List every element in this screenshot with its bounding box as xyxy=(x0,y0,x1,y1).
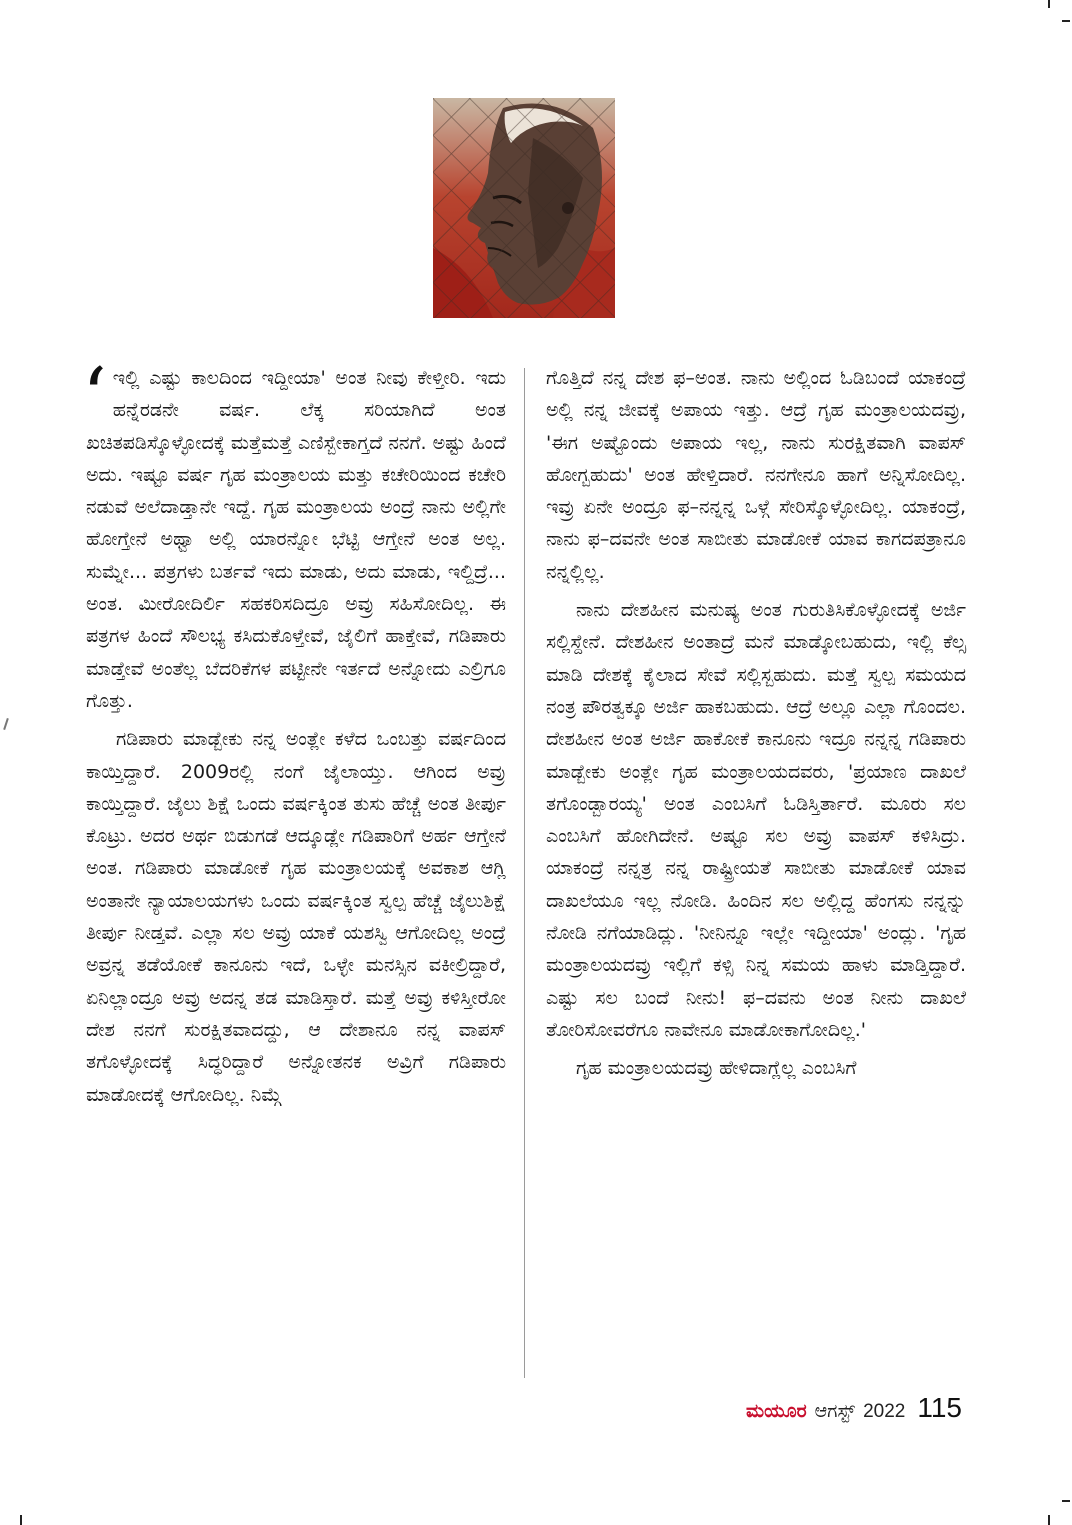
paragraph-2: ಗಡಿಪಾರು ಮಾಡ್ಬೇಕು ನನ್ನ ಅಂತ್ಲೇ ಕಳೆದ ಒಂಬತ್ತು ವರ್ಷದಿಂದ ಕಾಯ್ತಿದ್ದಾರೆ. 2009ರಲ್ಲಿ ನಂಗೆ ಜೈಲಾಯ್ತು. ಆಗಿಂದ ಅವ್ರು ಕಾಯ್ತಿದ್ದಾರೆ. ಜೈಲು ಶಿಕ್ಷೆ ಒಂದು ವರ್ಷಕ್ಕಿಂತ ತುಸು ಹೆಚ್ಚೆ ಅಂತ ತೀರ್ಪು ಕೊಟ್ರು. ಅದರ ಅರ್ಥ ಬಿಡುಗಡೆ ಆದ್ಕೂಡ್ಲೇ ಗಡಿಪಾರಿಗೆ ಅರ್ಹ ಆಗ್ತೇನೆ ಅಂತ. ಗಡಿಪಾರು ಮಾಡೋಕೆ ಗೃಹ ಮಂತ್ರಾಲಯಕ್ಕೆ ಅವಕಾಶ ಆಗ್ಲಿ ಅಂತಾನೇ ನ್ಯಾಯಾಲಯಗಳು ಒಂದು ವರ್ಷಕ್ಕಿಂತ ಸ್ವಲ್ಪ ಹೆಚ್ಚೆ ಜೈಲುಶಿಕ್ಷೆ ತೀರ್ಪು ನೀಡ್ತವೆ. ಎಲ್ಲಾ ಸಲ ಅವ್ರು ಯಾಕೆ ಯಶಸ್ವಿ ಆಗೋದಿಲ್ಲ ಅಂದ್ರೆ ಅವ್ರನ್ನ ತಡೆಯೋಕೆ ಕಾನೂನು ಇದೆ, ಒಳ್ಳೇ ಮನಸ್ಸಿನ ವಕೀಲ್ರಿದ್ದಾರೆ, ಏನಿಲ್ಲಾಂದ್ರೂ ಅವ್ರು ಅದನ್ನ ತಡ ಮಾಡಿಸ್ತಾರೆ. ಮತ್ತೆ ಅವ್ರು ಕಳಿಸ್ತೀರೋ ದೇಶ ನನಗೆ ಸುರಕ್ಷಿತವಾದದ್ದು, ಆ ದೇಶಾನೂ ನನ್ನ ವಾಪಸ್ ತಗೊಳ್ಳೋದಕ್ಕೆ ಸಿದ್ಧರಿದ್ದಾರೆ ಅನ್ನೋತನಕ ಅವ್ರಿಗೆ ಗಡಿಪಾರು ಮಾಡೋದಕ್ಕೆ ಆಗೋದಿಲ್ಲ. ನಿಮ್ಗೆ xyxy=(86,728,506,1106)
drop-cap-quote: ‘ xyxy=(82,352,107,442)
margin-speck xyxy=(3,718,9,730)
article-column-right xyxy=(546,362,966,1382)
issue-year: 2022 xyxy=(863,1401,906,1422)
magazine-brand: ಮಯೂರ xyxy=(746,1401,807,1422)
paragraph-1-text: ಇಲ್ಲಿ ಎಷ್ಟು ಕಾಲದಿಂದ ಇದ್ದೀಯಾ' ಅಂತ ನೀವು ಕೇಳ್ತೀರಿ. ಇದು ಹನ್ನೆರಡನೇ ವರ್ಷ. ಲೆಕ್ಕ ಸರಿಯಾಗಿದೆ ಅಂತ ಖಚಿತಪಡಿಸ್ಕೊಳ್ಳೋದಕ್ಕೆ ಮತ್ತೆಮತ್ತೆ ಎಣಿಸ್ಬೇಕಾಗ್ತದೆ ನನಗೆ. ಅಷ್ಟು ಹಿಂದೆ ಅದು. ಇಷ್ಟೂ ವರ್ಷ ಗೃಹ ಮಂತ್ರಾಲಯ ಮತ್ತು ಕಚೇರಿಯಿಂದ ಕಚೇರಿ ನಡುವೆ ಅಲೆದಾಡ್ತಾನೇ ಇದ್ದೆ. ಗೃಹ ಮಂತ್ರಾಲಯ ಅಂದ್ರೆ ನಾನು ಅಲ್ಲಿಗೇ ಹೋಗ್ತೇನೆ ಅಥ್ವಾ ಅಲ್ಲಿ ಯಾರನ್ನೋ ಭೆಟ್ಟಿ ಆಗ್ತೇನೆ ಅಂತ ಅಲ್ಲ. ಸುಮ್ನೇ... ಪತ್ರಗಳು ಬರ್ತವೆ ಇದು ಮಾಡು, ಅದು ಮಾಡು, ಇಲ್ದಿದ್ರೆ... ಅಂತ. ಮೀರೋದಿರ್ಲಿ ಸಹಕರಿಸದಿದ್ರೂ ಅವ್ರು ಸಹಿಸೋದಿಲ್ಲ. ಈ ಪತ್ರಗಳ ಹಿಂದೆ ಸೌಲಭ್ಯ ಕಸಿದುಕೊಳ್ತೇವೆ, ಜೈಲಿಗೆ ಹಾಕ್ತೇವೆ, ಗಡಿಪಾರು ಮಾಡ್ತೇವೆ ಅಂತೆಲ್ಲ ಬೆದರಿಕೆಗಳ ಪಟ್ಟೀನೇ ಇರ್ತದೆ ಅನ್ನೋದು ಎಲ್ರಿಗೂ ಗೊತ್ತು. xyxy=(86,367,506,712)
crop-mark-bottom-right xyxy=(1048,1515,1050,1525)
page-number: 115 xyxy=(917,1392,962,1423)
crop-mark-bottom-left xyxy=(20,1515,22,1525)
page-footer xyxy=(746,1392,962,1424)
paragraph-1 xyxy=(82,352,506,717)
crop-mark-bottom-right-h xyxy=(1062,1500,1070,1502)
article-column-left xyxy=(82,352,506,1382)
illustration-man-profile xyxy=(433,98,615,318)
crop-mark-top-right xyxy=(1048,0,1050,8)
issue-month: ಆಗಸ್ಟ್ xyxy=(814,1401,856,1422)
crop-mark-top-right-h xyxy=(1062,20,1070,22)
paragraph-5: ಗೃಹ ಮಂತ್ರಾಲಯದವ್ರು ಹೇಳಿದಾಗ್ಲೆಲ್ಲ ಎಂಬಸಿಗೆ xyxy=(576,1057,857,1080)
column-divider xyxy=(524,368,525,1378)
paragraph-4: ನಾನು ದೇಶಹೀನ ಮನುಷ್ಯ ಅಂತ ಗುರುತಿಸಿಕೊಳ್ಳೋದಕ್ಕೆ ಅರ್ಜಿ ಸಲ್ಲಿಸ್ದೇನೆ. ದೇಶಹೀನ ಅಂತಾದ್ರೆ ಮನೆ ಮಾಡ್ಕೋಬಹುದು, ಇಲ್ಲಿ ಕೆಲ್ಸ ಮಾಡಿ ದೇಶಕ್ಕೆ ಕೈಲಾದ ಸೇವೆ ಸಲ್ಲಿಸ್ಬಹುದು. ಮತ್ತೆ ಸ್ವಲ್ಪ ಸಮಯದ ನಂತ್ರ ಪೌರತ್ವಕ್ಕೂ ಅರ್ಜಿ ಹಾಕಬಹುದು. ಆದ್ರೆ ಅಲ್ಲೂ ಎಲ್ಲಾ ಗೊಂದಲ. ದೇಶಹೀನ ಅಂತ ಅರ್ಜಿ ಹಾಕೋಕೆ ಕಾನೂನು ಇದ್ರೂ ನನ್ನನ್ನ ಗಡಿಪಾರು ಮಾಡ್ಬೇಕು ಅಂತ್ಲೇ ಗೃಹ ಮಂತ್ರಾಲಯದವರು, 'ಪ್ರಯಾಣ ದಾಖಲೆ ತಗೊಂಡ್ಬಾರಯ್ಯ' ಅಂತ ಎಂಬಸಿಗೆ ಓಡಿಸ್ತಿರ್ತಾರೆ. ಮೂರು ಸಲ ಎಂಬಸಿಗೆ ಹೋಗಿದೇನೆ. ಅಷ್ಟೂ ಸಲ ಅವ್ರು ವಾಪಸ್ ಕಳಿಸಿದ್ರು. ಯಾಕಂದ್ರೆ ನನ್ನತ್ರ ನನ್ನ ರಾಷ್ಟ್ರೀಯತೆ ಸಾಬೀತು ಮಾಡೋಕೆ ಯಾವ ದಾಖಲೆಯೂ ಇಲ್ಲ ನೋಡಿ. ಹಿಂದಿನ ಸಲ ಅಲ್ಲಿದ್ದ ಹೆಂಗಸು ನನ್ನನ್ನು ನೋಡಿ ನಗೆಯಾಡಿದ್ಲು. 'ನೀನಿನ್ನೂ ಇಲ್ಲೇ ಇದ್ದೀಯಾ' ಅಂದ್ಲು. 'ಗೃಹ ಮಂತ್ರಾಲಯದವ್ರು ಇಲ್ಲಿಗೆ ಕಳ್ಸಿ ನಿನ್ನ ಸಮಯ ಹಾಳು ಮಾಡ್ತಿದ್ದಾರೆ. ಎಷ್ಟು ಸಲ ಬಂದೆ ನೀನು! ಫ–ದವನು ಅಂತ ನೀನು ದಾಖಲೆ ತೋರಿಸೋವರೆಗೂ ನಾವೇನೂ ಮಾಡೋಕಾಗೋದಿಲ್ಲ.' xyxy=(546,599,966,1041)
paragraph-3: ಗೊತ್ತಿದೆ ನನ್ನ ದೇಶ ಫ–ಅಂತ. ನಾನು ಅಲ್ಲಿಂದ ಓಡಿಬಂದೆ ಯಾಕಂದ್ರೆ ಅಲ್ಲಿ ನನ್ನ ಜೀವಕ್ಕೆ ಅಪಾಯ ಇತ್ತು. ಆದ್ರೆ ಗೃಹ ಮಂತ್ರಾಲಯದವ್ರು, 'ಈಗ ಅಷ್ಟೊಂದು ಅಪಾಯ ಇಲ್ಲ, ನಾನು ಸುರಕ್ಷಿತವಾಗಿ ವಾಪಸ್ ಹೋಗ್ಬಹುದು' ಅಂತ ಹೇಳ್ತಿದಾರೆ. ನನಗೇನೂ ಹಾಗೆ ಅನ್ನಿಸೋದಿಲ್ಲ. ಇವ್ರು ಏನೇ ಅಂದ್ರೂ ಫ–ನನ್ನನ್ನ ಒಳ್ಗೆ ಸೇರಿಸ್ಕೊಳ್ಳೋದಿಲ್ಲ. ಯಾಕಂದ್ರೆ, ನಾನು ಫ–ದವನೇ ಅಂತ ಸಾಬೀತು ಮಾಡೋಕೆ ಯಾವ ಕಾಗದಪತ್ರಾನೂ ನನ್ನಲ್ಲಿಲ್ಲ. xyxy=(546,367,966,583)
